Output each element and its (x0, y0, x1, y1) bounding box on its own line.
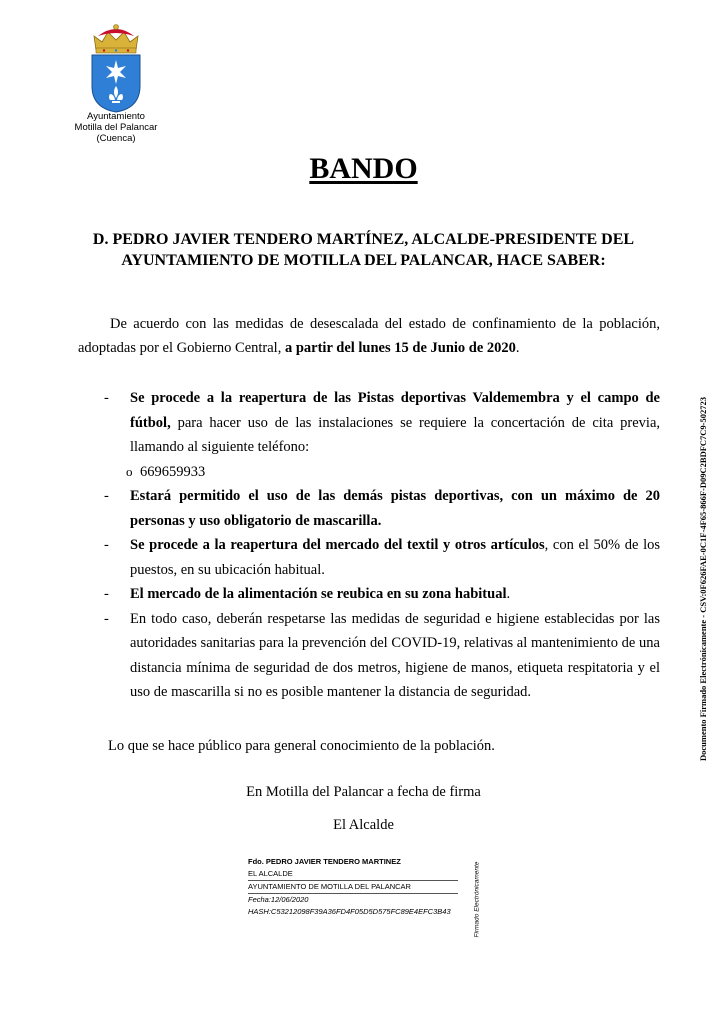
electronic-signature-block (248, 856, 458, 918)
item-text: , con el 50% de los puestos, en su ubicación habitual. (130, 537, 660, 578)
item-text: En todo caso, deberán respetarse las medidas de seguridad e higiene establecidas por las autoridades sanitarias para la prevención del COVID-19, relativas al mantenimiento de una distancia mínima de seguridad de dos metros, higiene de manos, etiqueta respitatoria y el uso de mascarilla si no es posible mantener la distancia de seguridad. (130, 610, 660, 700)
proclamation-heading (60, 229, 667, 271)
list-item (104, 607, 660, 705)
item-text: . (506, 586, 511, 602)
item-bold: Se procede a la reapertura de las Pistas deportivas Valdemembra y el campo de fútbol, (130, 390, 660, 431)
csv-verification-text: Documento Firmado Electrónicamente - CSV:0F626FAE-0C1F-4F65-866F-D09C2BDFC7C9-502723 (698, 396, 708, 762)
coat-of-arms-icon (88, 24, 144, 114)
intro-end: . (515, 340, 520, 356)
place-and-date: En Motilla del Palancar a fecha de firma (246, 784, 481, 800)
dash-bullet: - (104, 390, 109, 406)
signature-hash: HASH:C53212098F39A36FD4F05D5D575FC89E4EFC3B43 (248, 907, 451, 916)
item-bold: Se procede a la reapertura del mercado del textil y otros artículos (130, 537, 545, 553)
signature-side-label (472, 861, 482, 938)
heading-line: D. PEDRO JAVIER TENDERO MARTÍNEZ, ALCALDE-PRESIDENTE DEL (92, 231, 635, 248)
page-title: BANDO (309, 152, 418, 185)
signature-org: AYUNTAMIENTO DE MOTILLA DEL PALANCAR (248, 881, 458, 894)
measures-list (104, 386, 660, 705)
caption-line: Motilla del Palancar (74, 122, 158, 133)
list-item (104, 484, 660, 533)
list-subitem (104, 460, 660, 485)
dash-bullet: - (104, 537, 109, 553)
closing-paragraph: Lo que se hace público para general conocimiento de la población. (108, 738, 495, 754)
signature-side-text: Firmado Electrónicamente (473, 861, 481, 938)
crest-caption (56, 111, 176, 144)
heading-line: AYUNTAMIENTO DE MOTILLA DEL PALANCAR, HACE SABER: (121, 252, 606, 269)
phone-number: 669659933 (140, 463, 206, 480)
item-bold: El mercado de la alimentación se reubica en su zona habitual (130, 586, 507, 602)
dash-bullet: - (104, 488, 109, 504)
intro-text: De acuerdo con las medidas de desescalada del estado de confinamiento de la población, adoptadas por el Gobierno Central, (78, 316, 660, 356)
signature-name: Fdo. PEDRO JAVIER TENDERO MARTINEZ (248, 857, 401, 866)
item-text: para hacer uso de las instalaciones se requiere la concertación de cita previa, llamando al siguiente teléfono: (130, 414, 660, 455)
list-item (104, 386, 660, 460)
caption-line: Ayuntamiento (87, 111, 145, 122)
item-bold: Estará permitido el uso de las demás pistas deportivas, con un máximo de 20 personas y uso obligatorio de mascarilla. (130, 488, 660, 529)
dash-bullet: - (104, 610, 109, 627)
list-item (104, 582, 660, 607)
list-item (104, 533, 660, 582)
signature-date: Fecha:12/06/2020 (248, 895, 309, 904)
intro-date: a partir del lunes 15 de Junio de 2020 (284, 340, 516, 356)
dash-bullet: - (104, 586, 109, 602)
intro-paragraph (78, 312, 660, 360)
circle-bullet-icon: o (126, 463, 133, 479)
signature-role: EL ALCALDE (248, 868, 458, 881)
signer-title: El Alcalde (333, 817, 394, 833)
caption-line: (Cuenca) (96, 133, 136, 144)
